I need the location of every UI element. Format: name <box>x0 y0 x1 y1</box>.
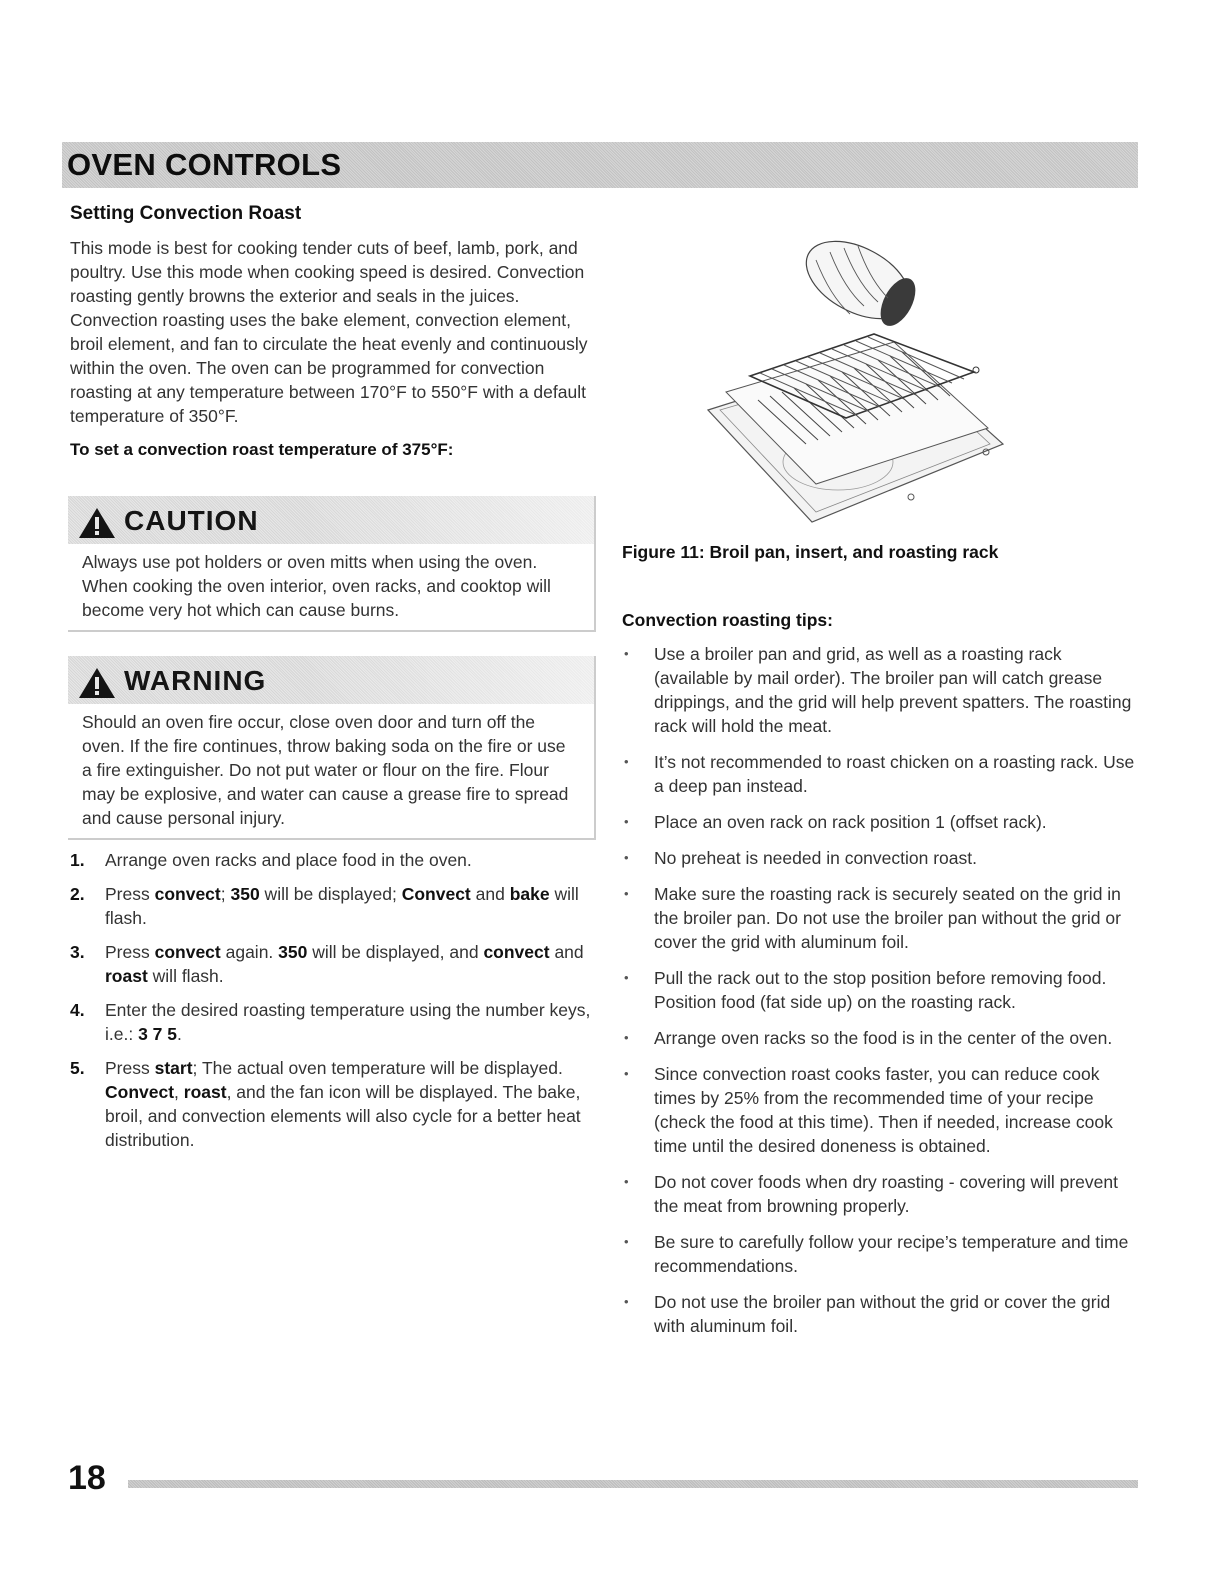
caution-header <box>68 496 594 544</box>
caution-title: CAUTION <box>124 505 259 536</box>
convection-roast-intro: This mode is best for cooking tender cuts of beef, lamb, pork, and poultry. Use this mode when cooking speed is desired. Convection roasting gently browns the exterior and seals in the juices. Convection roasting uses the bake element, convection element, broil element, and fan to circulate the heat evenly and continuously within the oven. The oven can be programmed for convection roasting at any temperature between 170°F to 550°F with a default temperature of 350°F. <box>70 238 588 426</box>
step-item <box>70 848 600 872</box>
step-text: Press <box>105 942 155 962</box>
step-text: Press <box>105 884 155 904</box>
step-keyword: convect <box>154 884 221 904</box>
step-keyword: roast <box>105 966 148 986</box>
warning-triangle-icon <box>78 667 116 699</box>
tip-item: • Use a broiler pan and grid, as well as a roasting rack (available by mail order). The broiler pan will catch grease drippings, and the grid will help prevent spatters. The roasting rack will hold the meat. <box>622 642 1140 738</box>
step-keyword: Convect <box>401 884 471 904</box>
broil-pan-illustration <box>698 222 1018 534</box>
step-text: Arrange oven racks and place food in the oven. <box>105 850 472 870</box>
step-text: will be displayed; <box>259 884 402 904</box>
step-keyword: roast <box>183 1082 227 1102</box>
caution-box <box>68 496 596 632</box>
step-number: 4. <box>70 1000 85 1020</box>
step-number: 1. <box>70 850 85 870</box>
step-text: again. <box>220 942 279 962</box>
step-keyword: 3 7 5 <box>138 1024 178 1044</box>
step-keyword: 350 <box>230 884 260 904</box>
step-keyword: start <box>154 1058 193 1078</box>
step-text: , and the fan icon will be displayed. The bake, broil, and convection elements will also cycle for a better heat distribution. <box>105 1082 581 1150</box>
figure-caption: Figure 11: Broil pan, insert, and roasting rack <box>622 542 999 562</box>
step-item <box>70 1056 600 1152</box>
warning-box <box>68 656 596 840</box>
step-keyword: 350 <box>278 942 308 962</box>
step-item <box>70 940 600 988</box>
tip-item: • It’s not recommended to roast chicken on a roasting rack. Use a deep pan instead. <box>622 750 1140 798</box>
convection-roast-section <box>70 202 600 462</box>
step-text: . <box>177 1024 182 1044</box>
tip-item: • No preheat is needed in convection roast. <box>622 846 1140 870</box>
tip-item: • Since convection roast cooks faster, you can reduce cook times by 25% from the recommended time of your recipe (check the food at this time). Then if needed, increase cook time until the desired doneness is obtained. <box>622 1062 1140 1158</box>
step-number: 2. <box>70 884 85 904</box>
section-header-band <box>62 142 1138 188</box>
warning-header <box>68 656 594 704</box>
tip-item: • Place an oven rack on rack position 1 (offset rack). <box>622 810 1140 834</box>
step-text: will be displayed, and <box>307 942 484 962</box>
step-text: ; The actual oven temperature will be displayed. <box>192 1058 563 1078</box>
tips-list <box>622 642 1140 1350</box>
warning-title: WARNING <box>124 665 267 696</box>
warning-triangle-icon <box>78 507 116 539</box>
tip-item: • Pull the rack out to the stop position before removing food. Position food (fat side up) on the roasting rack. <box>622 966 1140 1014</box>
step-number: 3. <box>70 942 85 962</box>
convection-roast-heading: Setting Convection Roast <box>70 203 302 224</box>
tip-item: • Arrange oven racks so the food is in the center of the oven. <box>622 1026 1140 1050</box>
page-number: 18 <box>68 1459 106 1497</box>
footer-band <box>128 1480 1138 1488</box>
step-text: will flash. <box>105 884 579 928</box>
caution-text: Always use pot holders or oven mitts when using the oven. When cooking the oven interior, oven racks, and cooktop will become very hot which can cause burns. <box>82 552 551 620</box>
tip-item: • Be sure to carefully follow your recipe’s temperature and time recommendations. <box>622 1230 1140 1278</box>
tip-item: • Do not use the broiler pan without the grid or cover the grid with aluminum foil. <box>622 1290 1140 1338</box>
tips-heading: Convection roasting tips: <box>622 610 833 630</box>
step-item <box>70 998 600 1046</box>
step-text: Enter the desired roasting temperature using the number keys, i.e.: <box>105 1000 591 1044</box>
step-keyword: bake <box>509 884 550 904</box>
section-title: OVEN CONTROLS <box>67 147 342 182</box>
warning-text: Should an oven fire occur, close oven door and turn off the oven. If the fire continues, throw baking soda on the fire or use a fire extinguisher. Do not put water or flour on the fire. Flour may be explosive, and water can cause a grease fire to spread and cause personal injury. <box>82 712 569 828</box>
tip-item: • Do not cover foods when dry roasting - covering will prevent the meat from browning properly. <box>622 1170 1140 1218</box>
caution-notice <box>68 496 594 632</box>
step-keyword: convect <box>483 942 550 962</box>
step-keyword: convect <box>154 942 221 962</box>
step-item <box>70 882 600 930</box>
step-text: will flash. <box>147 966 224 986</box>
steps-list <box>70 848 600 1162</box>
step-text: , <box>174 1082 184 1102</box>
warning-notice <box>68 656 594 840</box>
step-keyword: Convect <box>105 1082 175 1102</box>
step-text: ; <box>220 884 231 904</box>
tip-item: • Make sure the roasting rack is securely seated on the grid in the broiler pan. Do not use the broiler pan without the grid or cover the grid with aluminum foil. <box>622 882 1140 954</box>
set-temperature-lead: To set a convection roast temperature of 375°F: <box>70 440 454 459</box>
step-text: and <box>470 884 510 904</box>
step-number: 5. <box>70 1058 85 1078</box>
step-text: Press <box>105 1058 155 1078</box>
step-text: and <box>549 942 584 962</box>
